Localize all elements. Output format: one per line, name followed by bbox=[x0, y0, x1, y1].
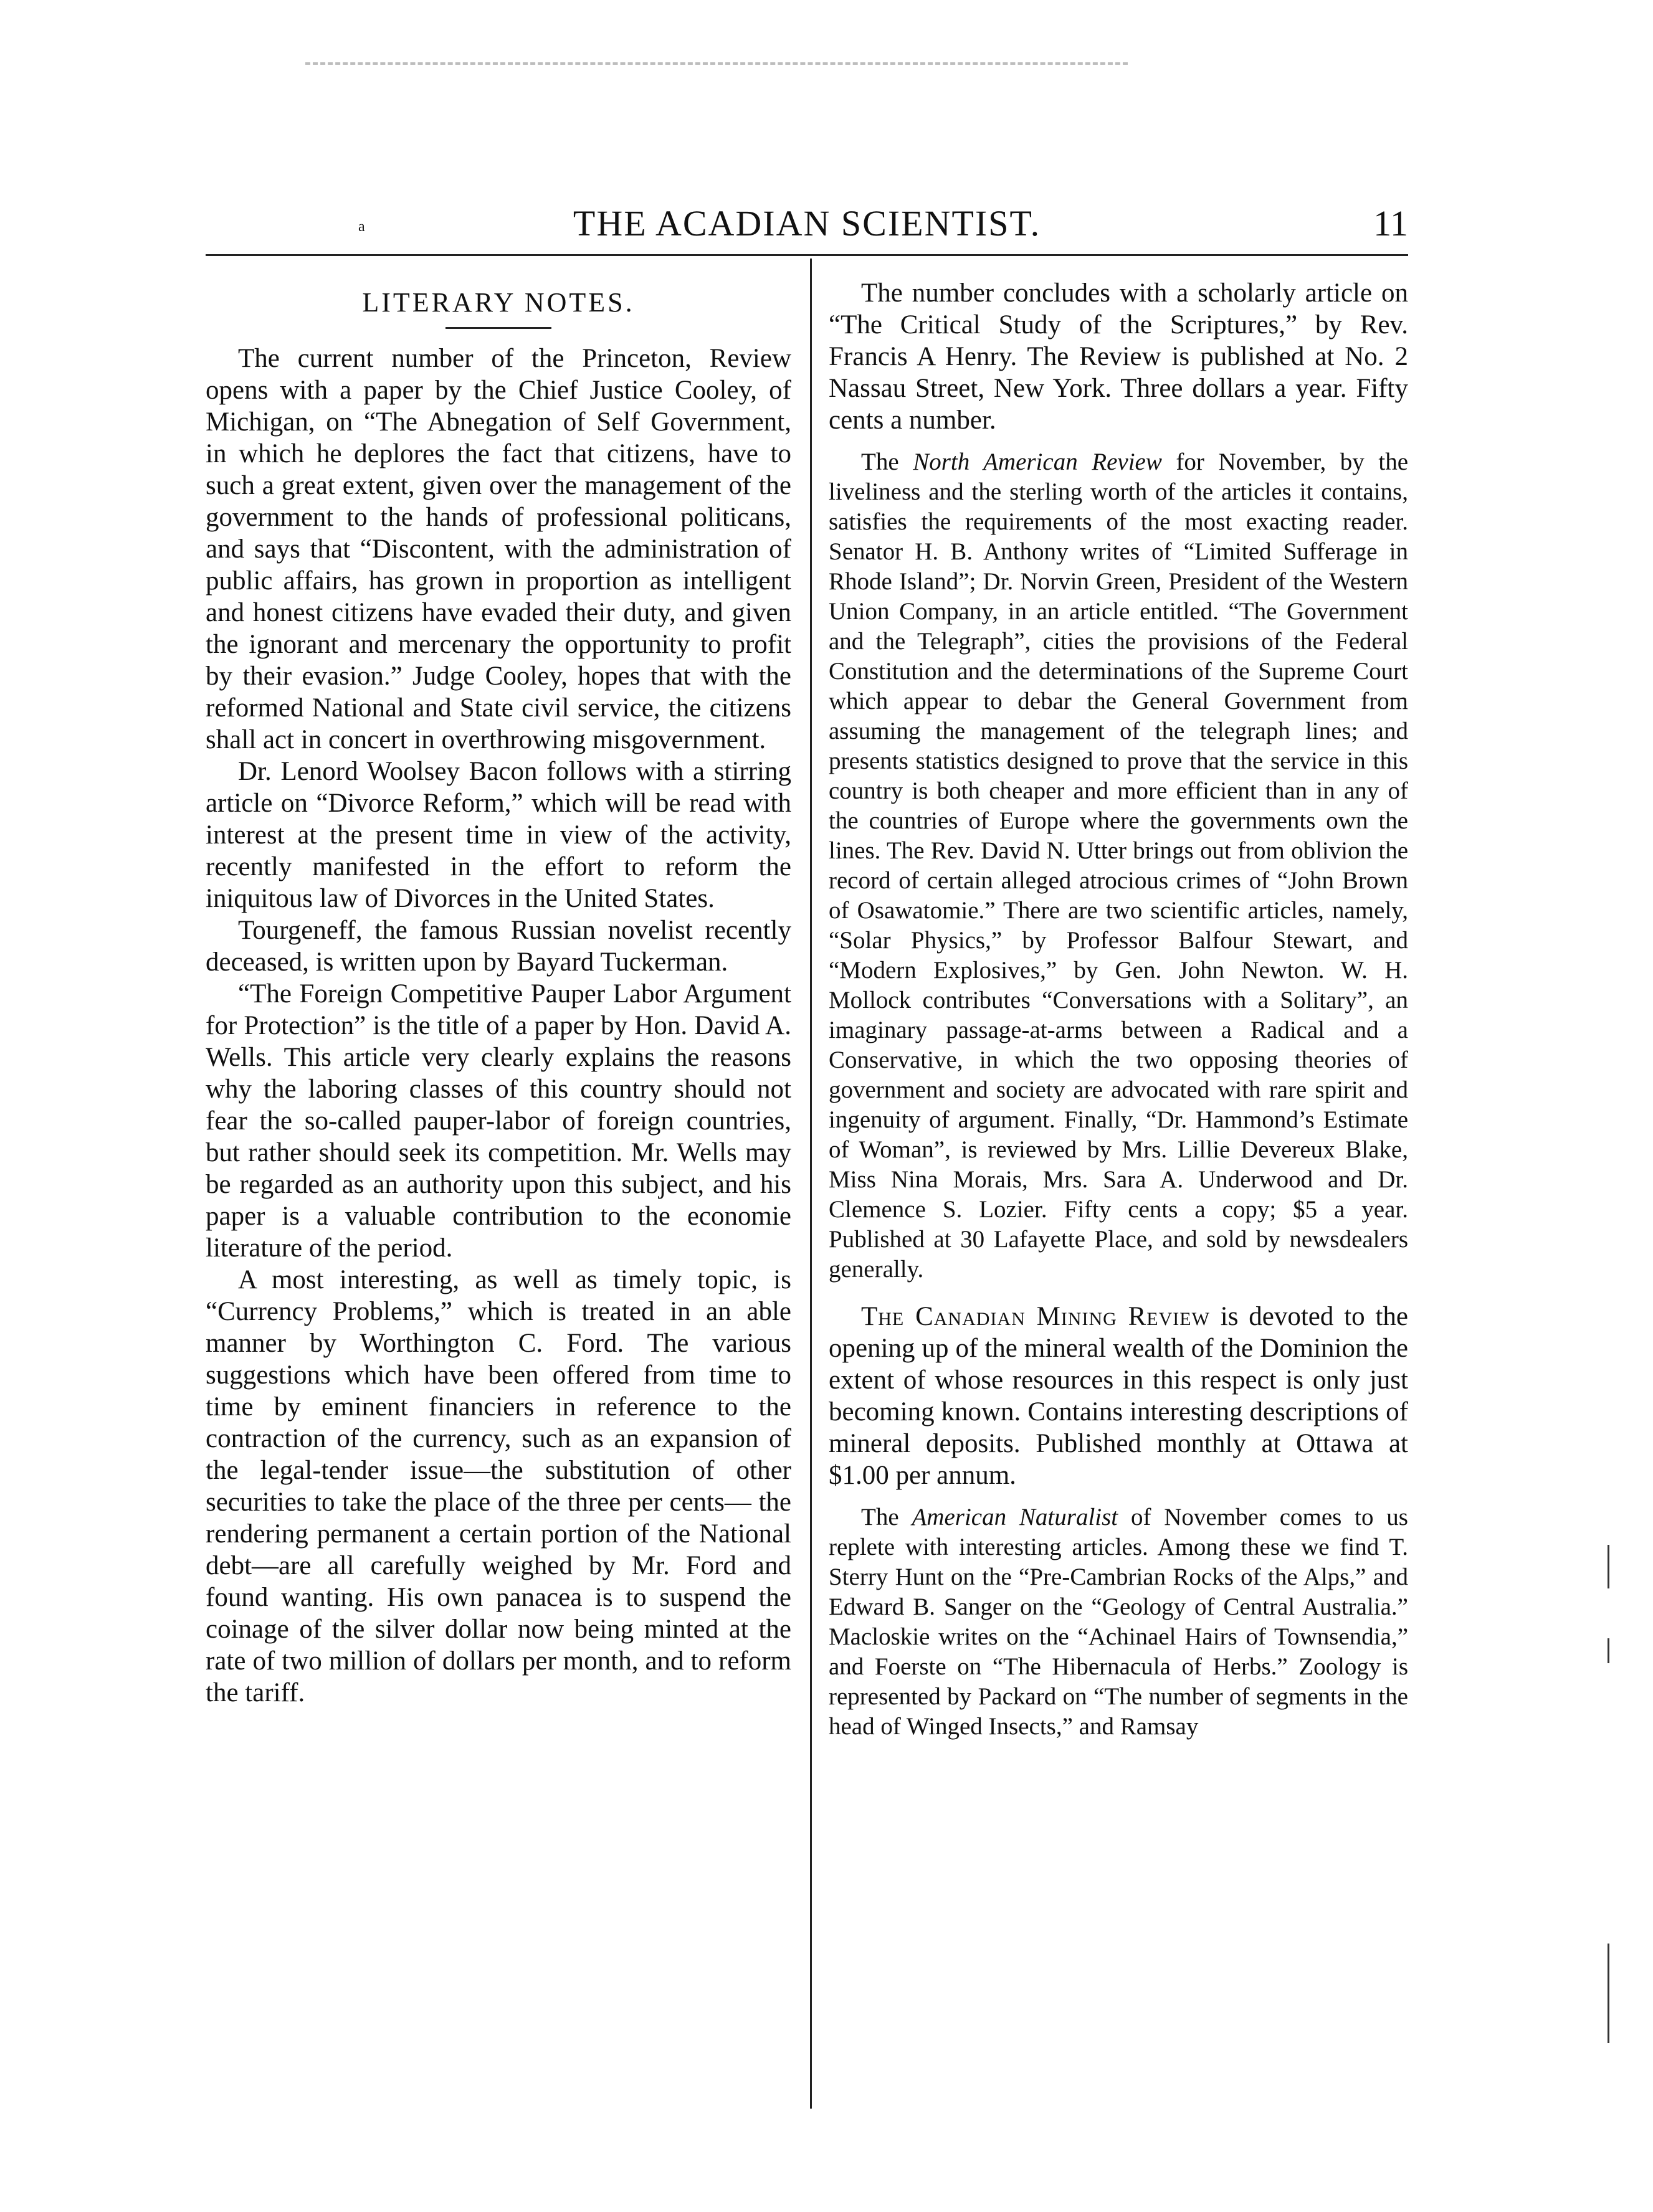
paragraph-north-american-review bbox=[829, 447, 1408, 1284]
text-body: is devoted to the opening up of the mineral wealth of the Dominion the extent of whose resources in this respect is only just becoming known. Contains interesting descriptions of mineral deposits. Published monthly at Ottawa at $1.00 per annum. bbox=[829, 1302, 1409, 1490]
text-lead: The bbox=[861, 1504, 912, 1531]
left-column bbox=[206, 277, 791, 1709]
paragraph-american-naturalist bbox=[829, 1502, 1408, 1742]
publication-title: The Canadian Mining Review bbox=[861, 1302, 1210, 1331]
header-mark: a bbox=[358, 219, 365, 235]
top-scan-rule bbox=[305, 62, 1128, 65]
margin-tick bbox=[1608, 1944, 1609, 2043]
journal-title: THE ACADIAN SCIENTIST. bbox=[573, 203, 1041, 244]
right-column bbox=[829, 277, 1408, 1742]
paragraph-critical-study: The number concludes with a scholarly article on “The Critical Study of the Scriptures,” by Rev. Francis A Henry. The Review is published at No. 2 Nassau Street, New York. Three dollars a year. Fifty cents a number. bbox=[829, 278, 1408, 435]
page-number: 11 bbox=[1373, 203, 1408, 244]
margin-tick bbox=[1608, 1638, 1609, 1663]
text-body: of November comes to us replete with interesting articles. Among these we find T. Sterry Hunt on the “Pre-Cambrian Rocks of the Alps,” and Edward B. Sanger on the “Geology of Central Australia.” Macloskie writes on the “Achinael Hairs of Townsendia,” and Foerste on “The Hibernacula of Herbs.” Zoology is represented by Packard on “The number of segments in the head of Winged Insects,” and Ramsay bbox=[829, 1504, 1408, 1740]
publication-title: North American Review bbox=[913, 449, 1162, 475]
paragraph-divorce-reform: Dr. Lenord Woolsey Bacon follows with a stirring article on “Divorce Reform,” which will be read with interest at the present time in view of the activity, recently manifested in the effort to reform the iniquitous law of Divorces in the United States. bbox=[206, 757, 791, 913]
section-heading: LITERARY NOTES. bbox=[362, 287, 635, 318]
paragraph-tourgeneff: Tourgeneff, the famous Russian novelist recently deceased, is written upon by Bayard Tuckerman. bbox=[206, 916, 791, 977]
column-divider bbox=[810, 259, 812, 2109]
text-body: for November, by the liveliness and the sterling worth of the articles it contains, satisfies the requirements of the most exacting reader. Senator H. B. Anthony writes of “Limited Sufferage in Rhode Island”; Dr. Norvin Green, President of the Western Union Company, in an article entitled. “The Government and the Telegraph”, cities the provisions of the Federal Constitution and the determinations of the Supreme Court which appear to debar the General Government from assuming the management of the telegraph lines; and presents statistics designed to prove that the service in this country is both cheaper and more efficient than in any of the countries of Europe where the governments own the lines. The Rev. David N. Utter brings out from oblivion the record of certain alleged atrocious crimes of “John Brown of Osawatomie.” There are two scientific articles, namely, “Solar Physics,” by Professor Balfour Stewart, and “Modern Explosives,” by Gen. John Newton. W. H. Mollock contributes “Conversations with a Solitary”, an imaginary passage-at-arms between a Radical and a Conservative, in which the two opposing theories of government and society are advocated with rare spirit and ingenuity of argument. Finally, “Dr. Hammond’s Estimate of Woman”, is reviewed by Mrs. Lillie Devereux Blake, Miss Nina Morais, Mrs. Sara A. Underwood and Dr. Clemence S. Lozier. Fifty cents a copy; $5 a year. Published at 30 Lafayette Place, and sold by newsdealers generally. bbox=[829, 449, 1408, 1283]
header-rule bbox=[206, 254, 1408, 256]
paragraph-canadian-mining-review bbox=[829, 1301, 1408, 1491]
running-header bbox=[206, 202, 1408, 252]
margin-scan-marks bbox=[1608, 1545, 1626, 2105]
heading-rule bbox=[445, 327, 551, 329]
paragraph-currency-problems: A most interesting, as well as timely topic, is “Currency Problems,” which is treated in an able manner by Worthington C. Ford. The various suggestions which have been offered from time to time by eminent financiers in reference to the contraction of the currency, such as an expansion of the legal-tender issue—the substitution of other securities to take the place of the three per cents— the rendering permanent a certain portion of the National debt—are all carefully weighed by Mr. Ford and found wanting. His own panacea is to suspend the coinage of the silver dollar now being minted at the rate of two million of dollars per month, and to reform the tariff. bbox=[206, 1265, 791, 1707]
publication-title: American Naturalist bbox=[912, 1504, 1118, 1531]
text-lead: The bbox=[861, 449, 913, 475]
margin-tick bbox=[1608, 1545, 1609, 1588]
paragraph-princeton-review: The current number of the Princeton, Review opens with a paper by the Chief Justice Cooley, of Michigan, on “The Abnegation of Self Government, in which he deplores the fact that citizens, have to such a great extent, given over the management of the government to the hands of professional politicans, and says that “Discontent, with the administration of public affairs, has grown in proportion as intelligent and honest citizens have evaded their duty, and given the ignorant and mercenary the opportunity to profit by their evasion.” Judge Cooley, hopes that with the reformed National and State civil service, the citizens shall act in concert in overthrowing misgovernment. bbox=[206, 344, 791, 754]
paragraph-pauper-labor: “The Foreign Competitive Pauper Labor Argument for Protection” is the title of a paper by Hon. David A. Wells. This article very clearly explains the reasons why the laboring classes of this country should not fear the so-called pauper-labor of foreign countries, but rather should seek its competition. Mr. Wells may be regarded as an authority upon this subject, and his paper is a valuable contribution to the economie literature of the period. bbox=[206, 979, 791, 1263]
